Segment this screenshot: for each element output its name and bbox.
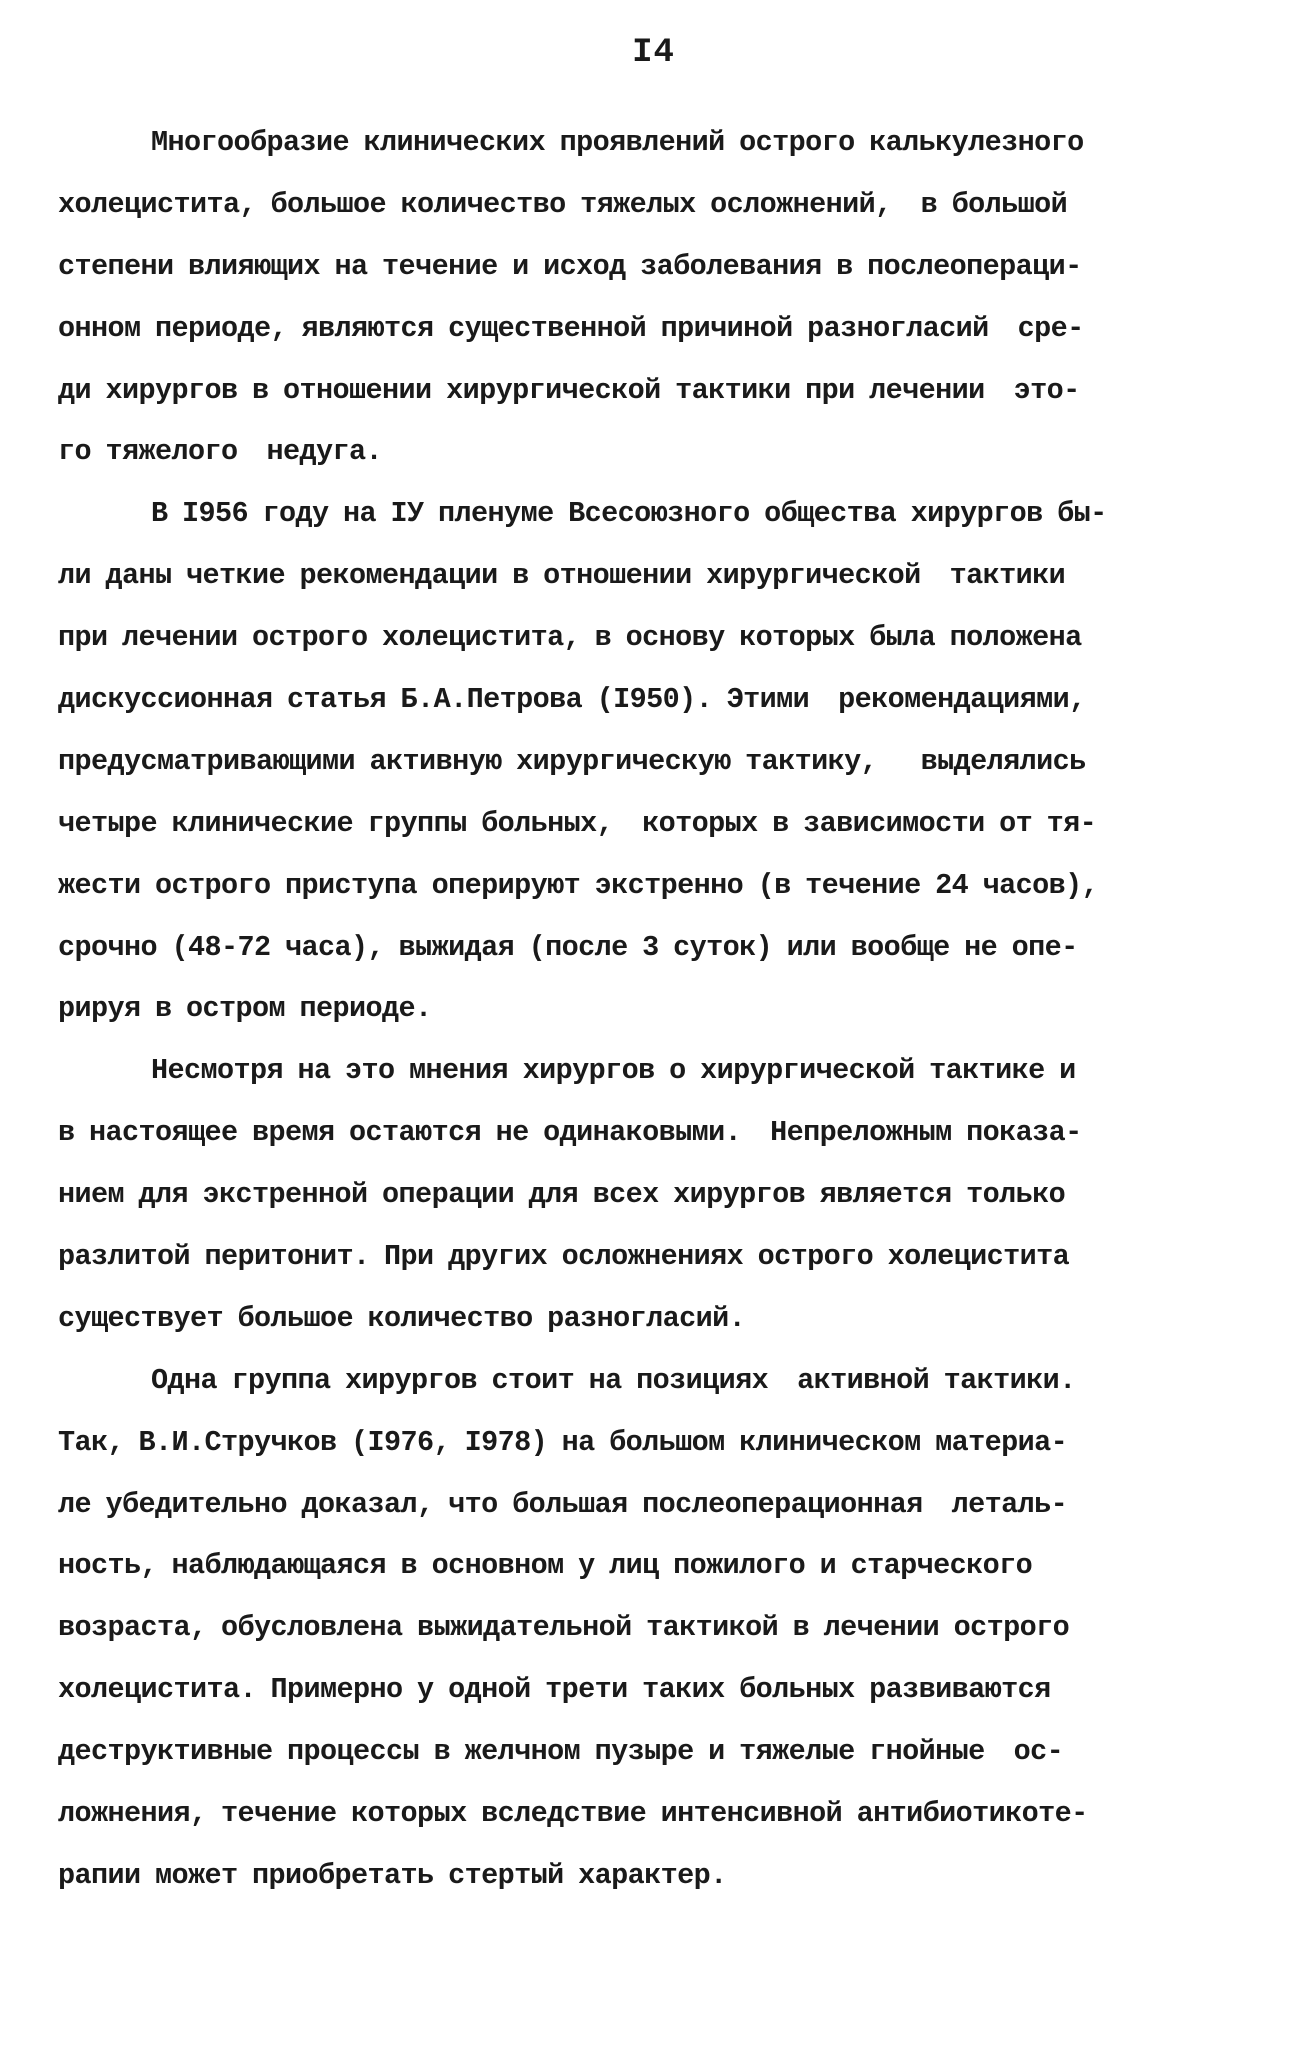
text-line: рируя в остром периоде.: [58, 992, 432, 1026]
text-line: дискуссионная статья Б.А.Петрова (I950). Этими рекомендациями,: [58, 683, 1086, 717]
body-text: [58, 112, 1258, 1907]
text-line: рапии может приобретать стертый характер.: [58, 1858, 727, 1892]
text-line: холецистита, большое количество тяжелых осложнений, в большой: [58, 187, 1068, 221]
text-line: ложнения, течение которых вследствие интенсивной антибиотикоте-: [58, 1797, 1088, 1831]
text-line: В I956 году на IУ пленуме Всесоюзного общества хирургов бы-: [151, 497, 1107, 531]
text-line: ди хирургов в отношении хирургической тактики при лечении это-: [58, 373, 1080, 407]
paragraph-3: [58, 1040, 1258, 1349]
text-line: холецистита. Примерно у одной трети таких больных развиваются: [58, 1673, 1051, 1707]
text-line: при лечении острого холецистита, в основу которых была положена: [58, 621, 1082, 655]
paragraph-4: [58, 1350, 1258, 1907]
text-line: в настоящее время остаются не одинаковыми. Непреложным показа-: [58, 1116, 1082, 1150]
page-number: I4: [632, 34, 675, 72]
text-line: го тяжелого недуга.: [58, 435, 383, 469]
text-line: Несмотря на это мнения хирургов о хирургической тактике и: [151, 1054, 1076, 1088]
text-line: деструктивные процессы в желчном пузыре и тяжелые гнойные ос-: [58, 1735, 1064, 1769]
text-line: онном периоде, являются существенной причиной разногласий сре-: [58, 311, 1084, 345]
text-line: нием для экстренной операции для всех хирургов является только: [58, 1178, 1066, 1212]
text-line: предусматривающими активную хирургическую тактику, выделялись: [58, 744, 1086, 778]
paragraph-1: [58, 112, 1258, 483]
text-line: Одна группа хирургов стоит на позициях активной тактики.: [151, 1363, 1076, 1397]
text-line: срочно (48-72 часа), выжидая (после 3 суток) или вообще не опе-: [58, 930, 1078, 964]
text-line: ле убедительно доказал, что большая послеоперационная леталь-: [58, 1487, 1068, 1521]
text-line: степени влияющих на течение и исход заболевания в послеопераци-: [58, 249, 1082, 283]
text-line: ли даны четкие рекомендации в отношении хирургической тактики: [58, 559, 1066, 593]
text-line: Так, В.И.Стручков (I976, I978) на большом клиническом материа-: [58, 1425, 1068, 1459]
paragraph-2: [58, 483, 1258, 1040]
text-line: разлитой перитонит. При других осложнениях острого холецистита: [58, 1240, 1070, 1274]
text-line: жести острого приступа оперируют экстренно (в течение 24 часов),: [58, 868, 1099, 902]
text-line: существует большое количество разногласий.: [58, 1301, 746, 1335]
text-line: четыре клинические группы больных, которых в зависимости от тя-: [58, 806, 1097, 840]
text-line: Многообразие клинических проявлений острого калькулезного: [151, 126, 1084, 159]
text-line: ность, наблюдающаяся в основном у лиц пожилого и старческого: [58, 1549, 1033, 1583]
text-line: возраста, обусловлена выжидательной тактикой в лечении острого: [58, 1611, 1070, 1645]
